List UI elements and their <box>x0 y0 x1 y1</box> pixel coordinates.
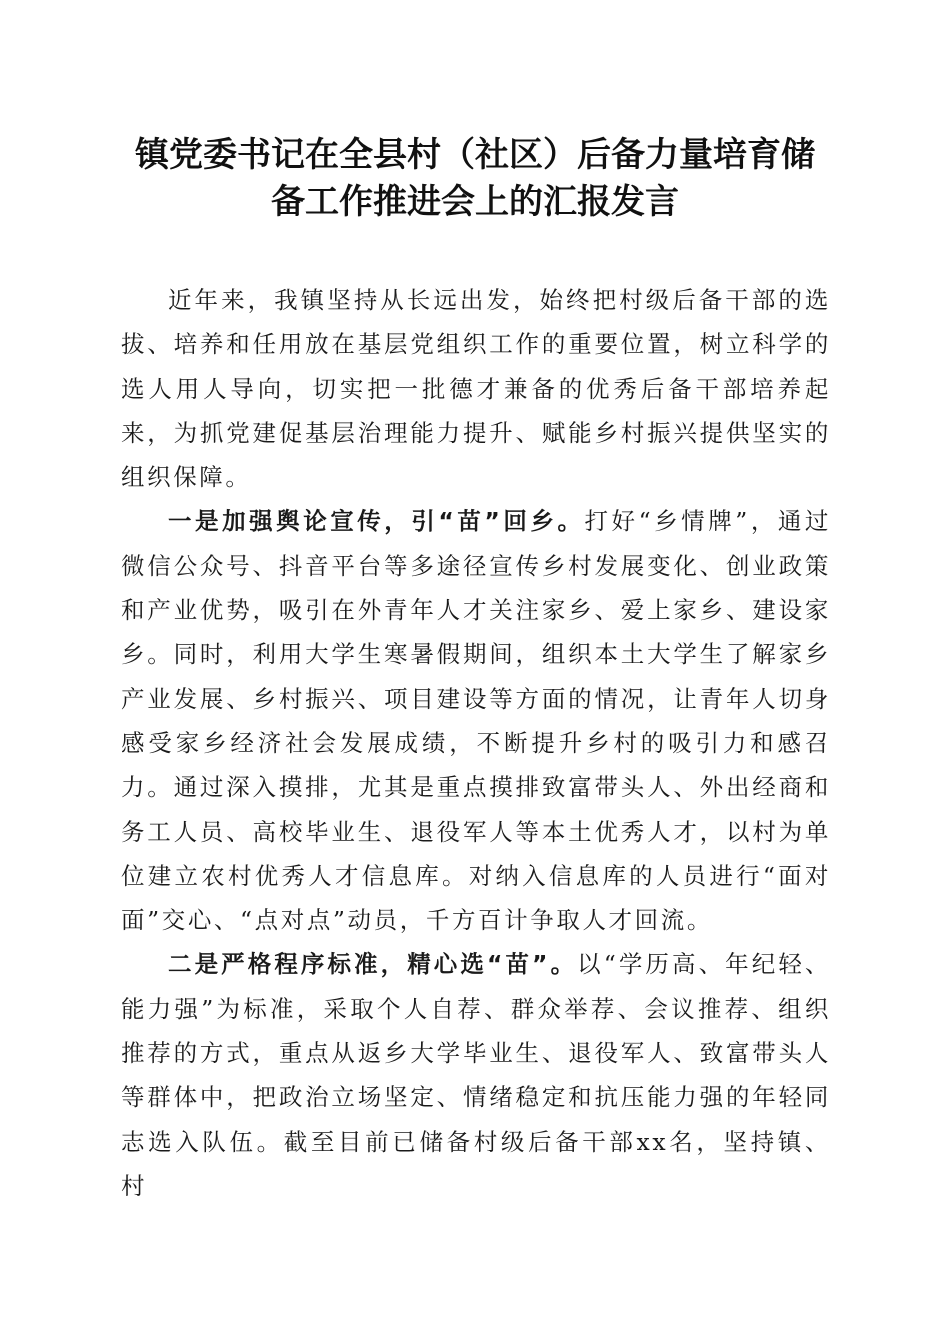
paragraph-publicity <box>121 499 831 942</box>
title-line-2: 备工作推进会上的汇报发言 <box>271 182 679 222</box>
document-title <box>110 132 840 226</box>
document-body <box>121 278 831 1208</box>
paragraph-text: 打好“乡情牌”，通过微信公众号、抖音平台等多途径宣传乡村发展变化、创业政策和产业优势，吸引在外青年人才关注家乡、爱上家乡、建设家乡。同时，利用大学生寒暑假期间，组织本土大学生了解家乡产业发展、乡村振兴、项目建设等方面的情况，让青年人切身感受家乡经济社会发展成绩，不断提升乡村的吸引力和感召力。通过深入摸排，尤其是重点摸排致富带头人、外出经商和务工人员、高校毕业生、退役军人等本土优秀人才，以村为单位建立农村优秀人才信息库。对纳入信息库的人员进行“面对面”交心、“点对点”动员，千方百计争取人才回流。 <box>121 507 831 935</box>
paragraph-intro <box>121 278 831 499</box>
paragraph-lead: 一是加强舆论宣传，引“苗”回乡。 <box>168 507 585 536</box>
paragraph-text: 以“学历高、年纪轻、能力强”为标准，采取个人自荐、群众举荐、会议推荐、组织推荐的方式，重点从返乡大学毕业生、退役军人、致富带头人等群体中，把政治立场坚定、情绪稳定和抗压能力强的年轻同志选入队伍。截至目前已储备村级后备干部xx名，坚持镇、村 <box>121 950 831 1200</box>
paragraph-lead: 二是严格程序标准，精心选“苗”。 <box>168 950 578 979</box>
title-line-1: 镇党委书记在全县村（社区）后备力量培育储 <box>135 135 815 175</box>
paragraph-text: 近年来，我镇坚持从长远出发，始终把村级后备干部的选拔、培养和任用放在基层党组织工作的重要位置，树立科学的选人用人导向，切实把一批德才兼备的优秀后备干部培养起来，为抓党建促基层治理能力提升、赋能乡村振兴提供坚实的组织保障。 <box>121 286 831 492</box>
paragraph-selection <box>121 942 831 1208</box>
